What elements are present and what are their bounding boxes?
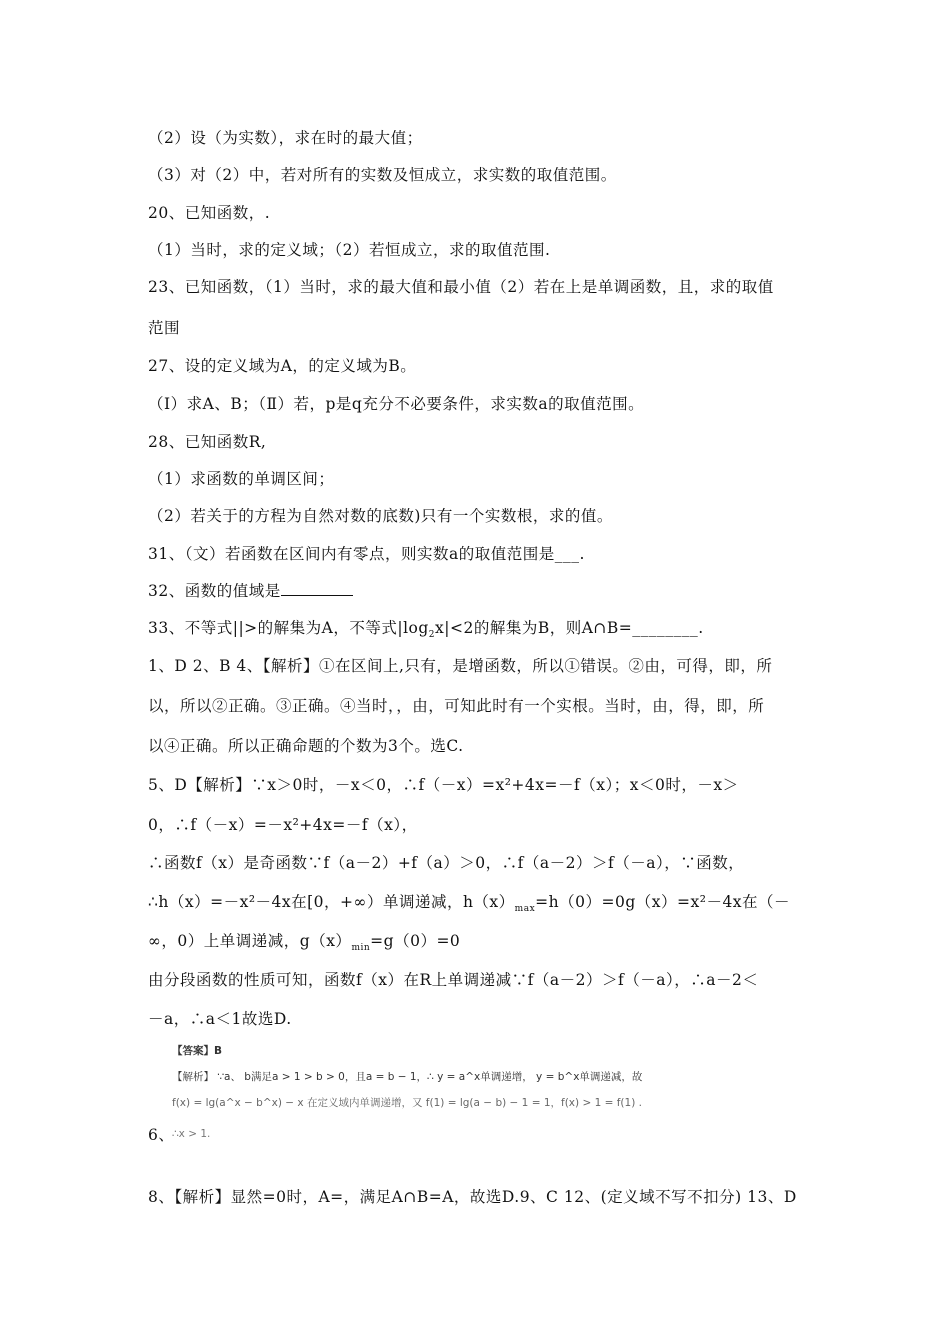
answer-1-4-line2: 以，所以②正确。③正确。④当时，，由，可知此时有一个实根。当时，由，得，即，所: [148, 697, 765, 715]
q33-text-a: 33、不等式||>的解集为A，不等式|log: [148, 619, 429, 637]
answer-5-line5: [148, 931, 460, 958]
answer-5-line3: ∴函数f（x）是奇函数∵f（a－2）+f（a）＞0，∴f（a－2）＞f（－a），∵函数，: [148, 854, 745, 872]
answer-6-analysis-2: f(x) = lg(a^x − b^x) − x 在定义域内单调递增，又 f(1) = lg(a − b) − 1 = 1，f(x) > 1 = f(1) .: [172, 1097, 642, 1109]
answer-6-label: 【答案】B: [172, 1045, 223, 1057]
q33: [148, 618, 704, 645]
max-subscript: max: [514, 904, 536, 915]
q28-part1: （1）求函数的单调区间；: [148, 470, 335, 488]
answer-8-13: 8、【解析】显然=0时，A=，满足A∩B=A，故选D.9、C 12、(定义域不写不扣分) 13、D: [148, 1188, 797, 1206]
answer-6-analysis-3: ∴x > 1.: [172, 1128, 211, 1140]
q33-log-base: 2: [428, 630, 436, 641]
answer-6-image: [172, 1043, 642, 1141]
answer-5-line5-a: ∞，0）上单调递减，g（x）: [148, 932, 352, 950]
answer-5-line6: 由分段函数的性质可知，函数f（x）在R上单调递减∵f（a－2）＞f（－a），∴a－2＜: [148, 971, 759, 989]
answer-5-line2: 0，∴f（－x）=－x²+4x=－f（x），: [148, 816, 418, 834]
q32-text: 32、函数的值域是: [148, 582, 281, 600]
q32-blank: [281, 581, 353, 596]
q32: [148, 581, 353, 601]
answer-5-line4: [148, 892, 790, 919]
q23-stem-cont: 范围: [148, 319, 181, 337]
q19-part3: （3）对（2）中，若对所有的实数及恒成立，求实数的取值范围。: [148, 166, 617, 184]
q19-part2: （2）设（为实数），求在时的最大值；: [148, 129, 423, 147]
answer-5-line7: －a，∴a＜1故选D.: [148, 1010, 292, 1028]
q27-parts: （I）求A、B；（Ⅱ）若，p是q充分不必要条件，求实数a的取值范围。: [148, 395, 645, 413]
q28-part2: （2）若关于的方程为自然对数的底数)只有一个实数根，求的值。: [148, 507, 613, 525]
answer-5-line4-b: =h（0）=0g（x）=x²－4x在（－: [535, 893, 791, 911]
q33-text-b: x|<2的解集为B，则A∩B=________.: [435, 619, 704, 637]
answer-1-4-line1: 1、D 2、B 4、【解析】①在区间上,只有，是增函数，所以①错误。②由，可得，即，所: [148, 657, 773, 675]
min-subscript: min: [351, 943, 371, 954]
q20-stem: 20、已知函数，.: [148, 204, 271, 222]
answer-6-number: 6、: [148, 1126, 175, 1144]
answer-5-line1: 5、D【解析】∵x＞0时，－x＜0，∴f（－x）=x²+4x=－f（x）；x＜0时，－x＞: [148, 776, 739, 794]
q28-stem: 28、已知函数R,: [148, 433, 267, 451]
answer-5-line5-b: =g（0）=0: [370, 932, 461, 950]
q23-stem: 23、已知函数，（1）当时，求的最大值和最小值（2）若在上是单调函数，且，求的取值: [148, 278, 774, 296]
q20-parts: （1）当时，求的定义域；（2）若恒成立，求的取值范围.: [148, 241, 551, 259]
answer-5-line4-a: ∴h（x）=－x²－4x在[0，+∞）单调递减，h（x）: [148, 893, 515, 911]
q31: 31、（文）若函数在区间内有零点，则实数a的取值范围是___.: [148, 545, 585, 563]
q27-stem: 27、设的定义域为A，的定义域为B。: [148, 357, 417, 375]
answer-6-analysis-1: 【解析】 ∵a、 b满足a > 1 > b > 0，且a = b − 1，∴ y = a^x单调递增， y = b^x单调递减，故: [172, 1071, 643, 1083]
answer-1-4-line3: 以④正确。所以正确命题的个数为3个。选C.: [148, 737, 464, 755]
